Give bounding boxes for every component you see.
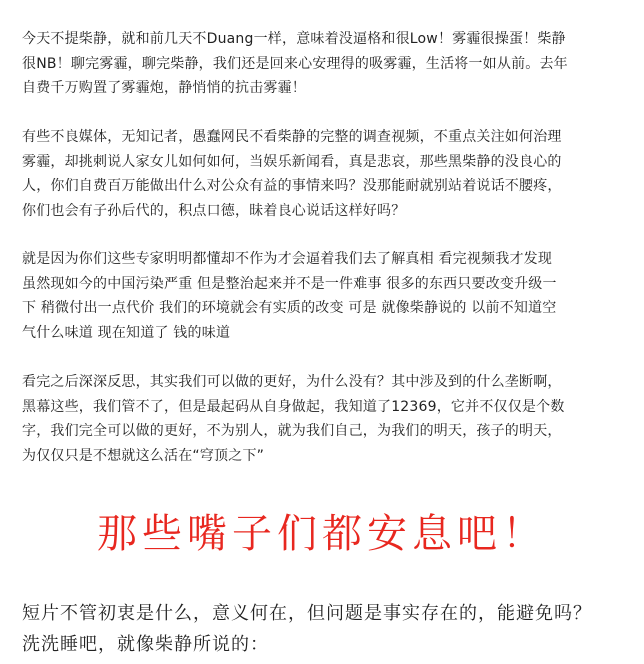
red-headline: 那些嘴子们都安息吧！: [97, 511, 547, 557]
paragraph-line: 有些不良媒体，无知记者，愚蠢网民不看柴静的完整的调查视频，不重点关注如何治理: [22, 129, 562, 145]
closing-line: 洗洗睡吧，就像柴静所说的：: [22, 634, 269, 655]
paragraph-line: 很NB！聊完雾霾，聊完柴静，我们还是回来心安理得的吸雾霾，生活将一如从前。去年: [22, 55, 568, 72]
paragraph-line: 今天不提柴静，就和前几天不Duang一样，意味着没逼格和很Low！雾霾很操蛋！柴静: [22, 31, 566, 47]
paragraph-3: [22, 247, 622, 345]
paragraph-line: 雾霾，却挑刺说人家女儿如何如何，当娱乐新闻看，真是悲哀，那些黑柴静的没良心的: [22, 153, 562, 170]
closing-text: [22, 598, 632, 660]
paragraph-2: [22, 125, 622, 223]
paragraph-line: 虽然现如今的中国污染严重 但是整治起来并不是一件难事 很多的东西只要改变升级一: [22, 275, 557, 292]
paragraph-line: 人，你们自费百万能做出什么对公众有益的事情来吗？没那能耐就别站着说话不腰疼，: [22, 178, 562, 194]
paragraph-line: 气什么味道 现在知道了 钱的味道: [22, 324, 231, 341]
closing-line: 短片不管初衷是什么，意义何在，但问题是事实存在的，能避免吗？: [22, 603, 592, 624]
paragraph-4: [22, 370, 622, 468]
paragraph-line: 你们也会有子孙后代的，积点口德，昧着良心说话这样好吗？: [22, 202, 406, 219]
paragraph-line: 就是因为你们这些专家明明都懂却不作为才会逼着我们去了解真相 看完视频我才发现: [22, 251, 553, 267]
paragraph-line: 下 稍微付出一点代价 我们的环境就会有实质的改变 可是 就像柴静说的 以前不知道空: [22, 300, 557, 316]
paragraph-line: 字，我们完全可以做的更好，不为别人，就为我们自己，为我们的明天，孩子的明天，: [22, 423, 562, 439]
paragraph-1: [22, 27, 622, 101]
paragraph-line: 为仅仅只是不想就这么活在“穹顶之下”: [22, 447, 265, 464]
paragraph-line: 黑幕这些，我们管不了，但是最起码从自身做起，我知道了12369，它并不仅仅是个数: [22, 398, 565, 415]
paragraph-line: 看完之后深深反思，其实我们可以做的更好，为什么没有？其中涉及到的什么垄断啊，: [22, 374, 562, 390]
paragraph-line: 自费千万购置了雾霾炮，静悄悄的抗击雾霾！: [22, 80, 306, 96]
